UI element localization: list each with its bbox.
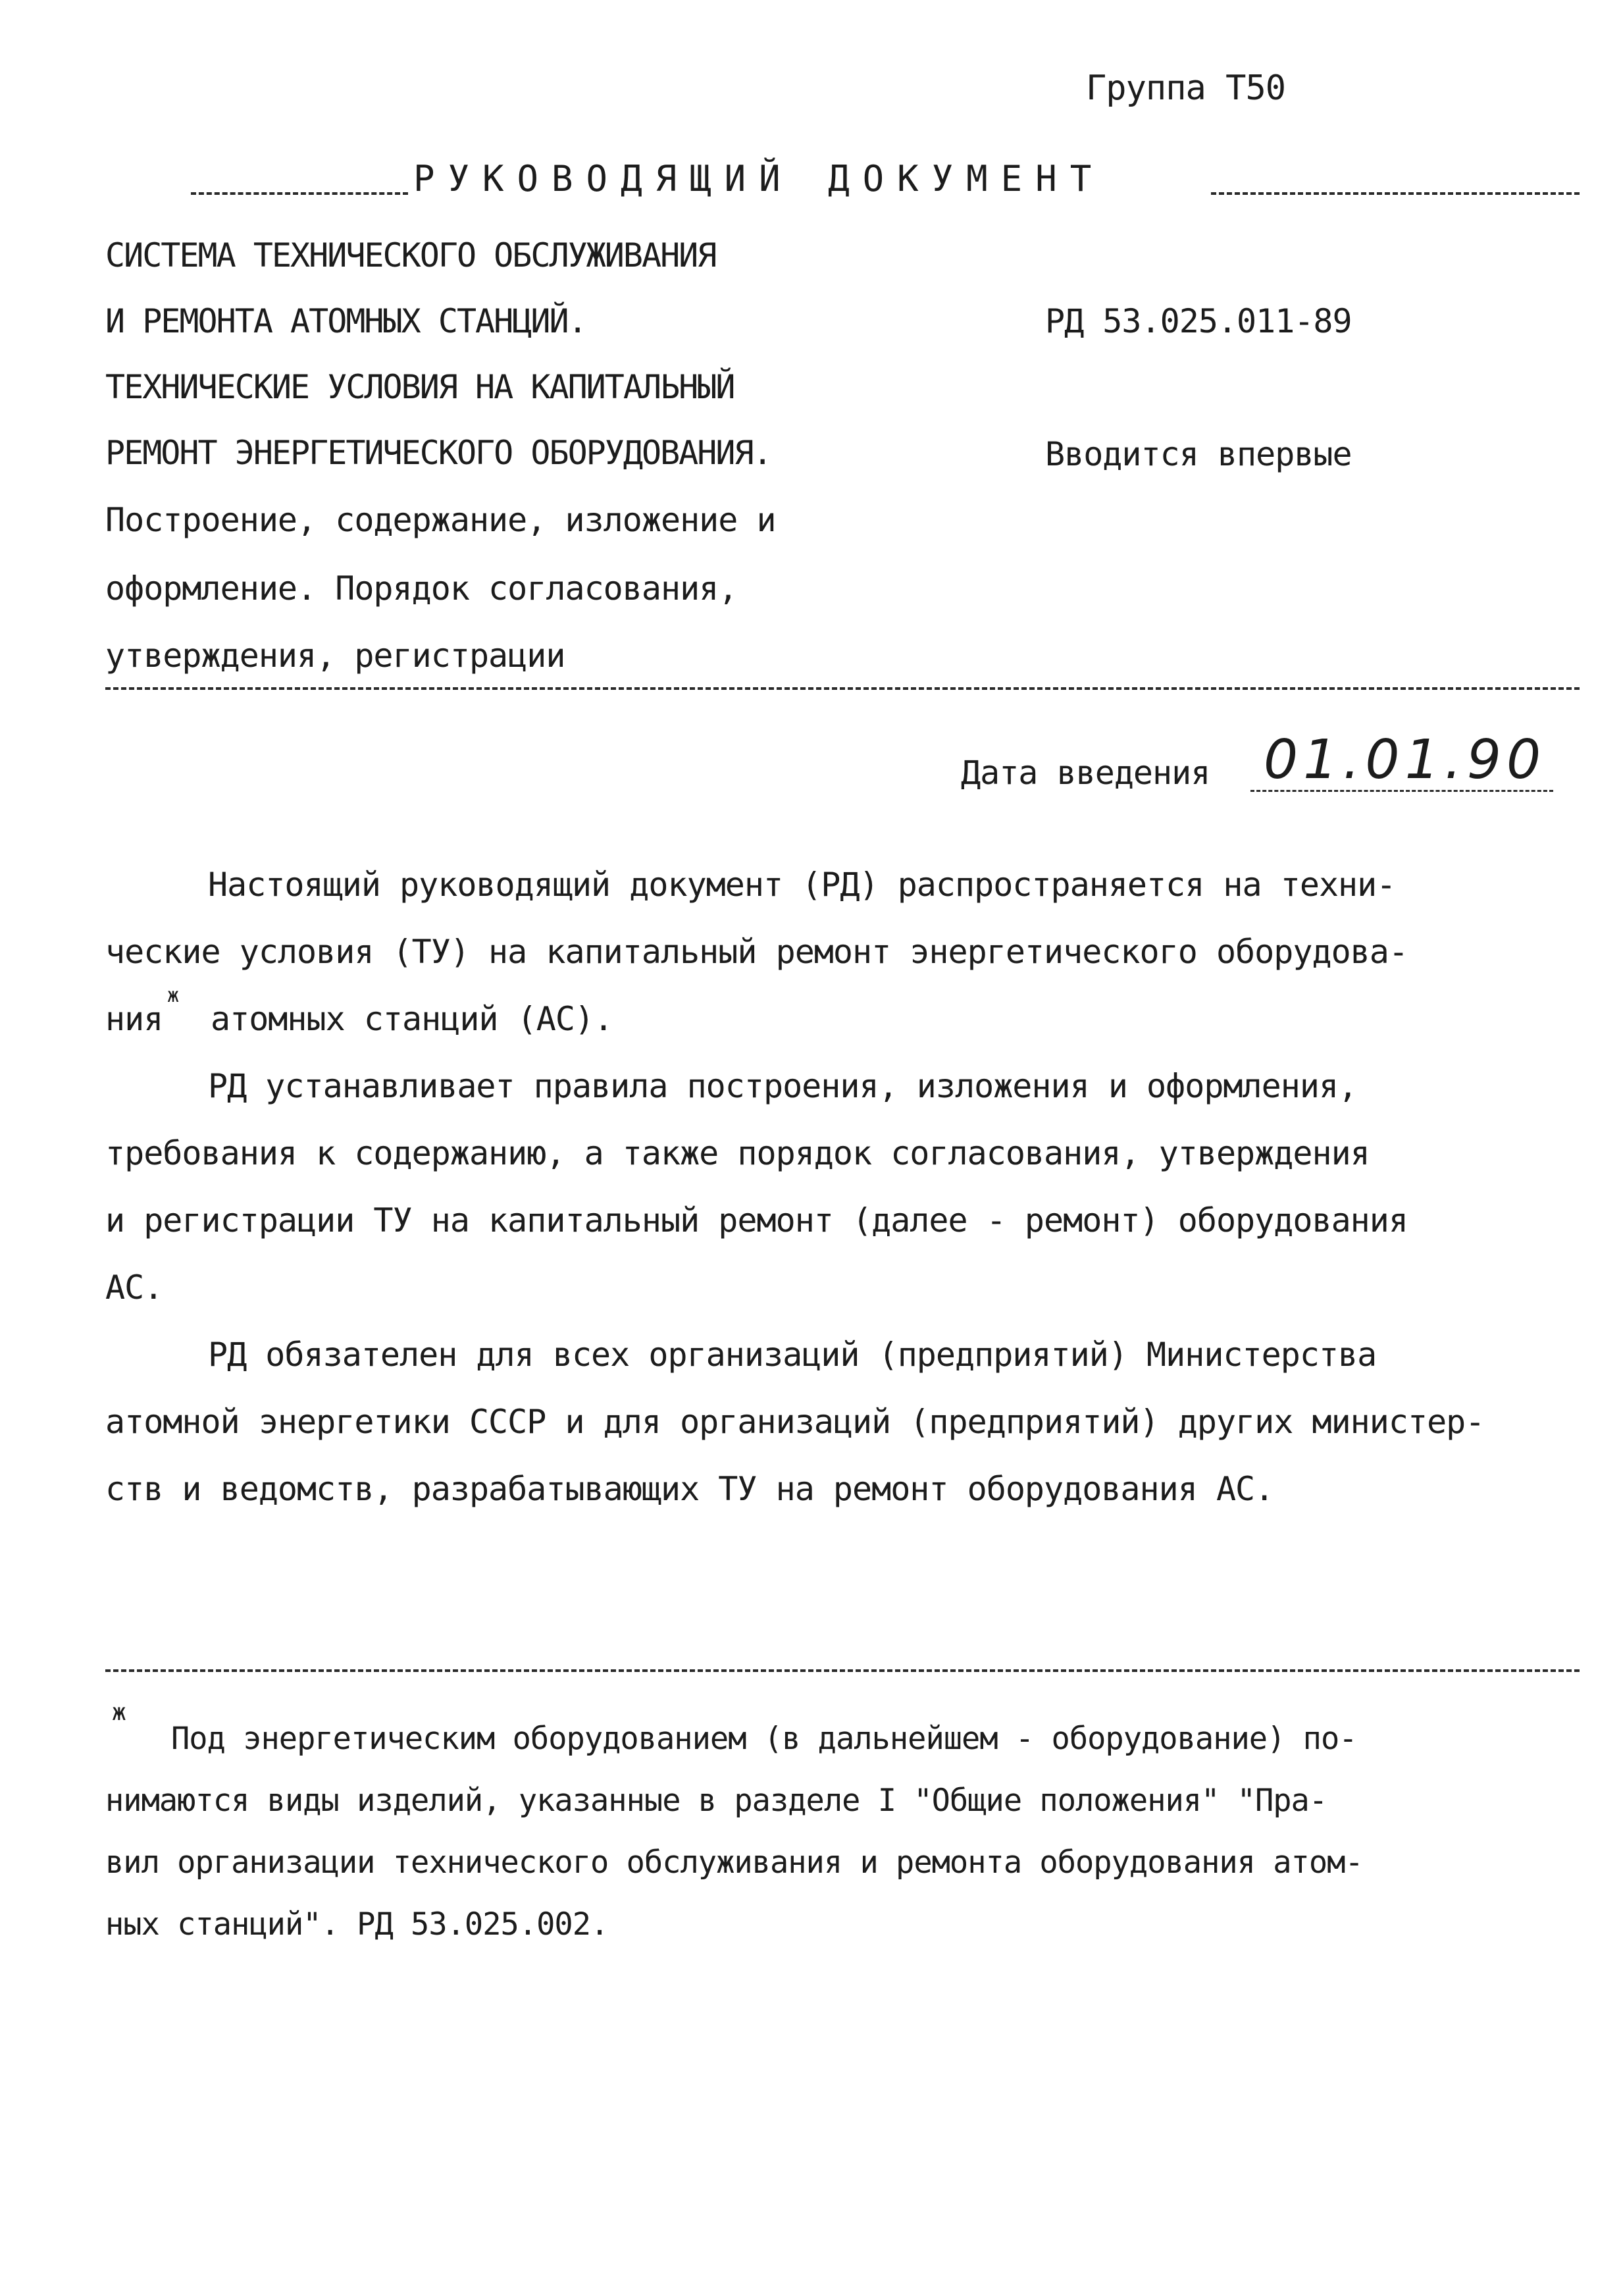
title-line: И РЕМОНТА АТОМНЫХ СТАНЦИЙ. bbox=[105, 302, 586, 340]
title-line: утверждения, регистрации bbox=[105, 637, 565, 675]
footnote-line: Под энергетическим оборудованием (в дальнейшем - оборудование) по- bbox=[171, 1721, 1357, 1757]
group-label: Группа Т50 bbox=[1086, 68, 1286, 108]
body-line: ств и ведомств, разрабатывающих ТУ на ремонт оборудования АС. bbox=[105, 1470, 1274, 1508]
body-line: Настоящий руководящий документ (РД) распространяется на техни- bbox=[208, 866, 1396, 904]
date-label: Дата введения bbox=[961, 754, 1210, 792]
title-line: РЕМОНТ ЭНЕРГЕТИЧЕСКОГО ОБОРУДОВАНИЯ. bbox=[105, 434, 771, 472]
footnote-mark: ж bbox=[112, 1699, 126, 1726]
body-line: требования к содержанию, а также порядок согласования, утверждения bbox=[105, 1134, 1370, 1172]
title-line: СИСТЕМА ТЕХНИЧЕСКОГО ОБСЛУЖИВАНИЯ bbox=[105, 236, 716, 274]
body-line: ческие условия (ТУ) на капитальный ремонт энергетического оборудова- bbox=[105, 933, 1408, 971]
date-underline bbox=[1250, 790, 1553, 792]
title-line: оформление. Порядок согласования, bbox=[105, 569, 738, 608]
footnote-line: нимаются виды изделий, указанные в разделе I "Общие положения" "Пра- bbox=[105, 1783, 1327, 1819]
document-type-heading: РУКОВОДЯЩИЙ ДОКУМЕНТ bbox=[413, 158, 1105, 199]
date-value: 01.01.90 bbox=[1264, 729, 1547, 791]
document-status: Вводится впервые bbox=[1045, 435, 1352, 473]
title-line: ТЕХНИЧЕСКИЕ УСЛОВИЯ НА КАПИТАЛЬНЫЙ bbox=[105, 368, 734, 406]
footnote-divider bbox=[105, 1669, 1580, 1672]
body-line: РД устанавливает правила построения, изложения и оформления, bbox=[208, 1067, 1358, 1105]
body-line: РД обязателен для всех организаций (предприятий) Министерства bbox=[208, 1336, 1377, 1374]
document-number: РД 53.025.011-89 bbox=[1045, 302, 1352, 340]
body-line: атомных станций (АС). bbox=[211, 1000, 613, 1038]
body-line: и регистрации ТУ на капитальный ремонт (далее - ремонт) оборудования bbox=[105, 1201, 1408, 1239]
footnote-reference: ж bbox=[167, 984, 179, 1007]
title-block-divider bbox=[105, 687, 1580, 690]
title-line: Построение, содержание, изложение и bbox=[105, 501, 776, 539]
header-rule-right bbox=[1211, 192, 1580, 195]
footnote-line: вил организации технического обслуживания и ремонта оборудования атом- bbox=[105, 1844, 1363, 1881]
header-rule-left bbox=[191, 192, 408, 195]
footnote-line: ных станций". РД 53.025.002. bbox=[105, 1906, 609, 1943]
body-line: ния bbox=[105, 1000, 163, 1038]
body-line: атомной энергетики СССР и для организаций (предприятий) других министер- bbox=[105, 1403, 1485, 1441]
body-line: АС. bbox=[105, 1268, 163, 1307]
